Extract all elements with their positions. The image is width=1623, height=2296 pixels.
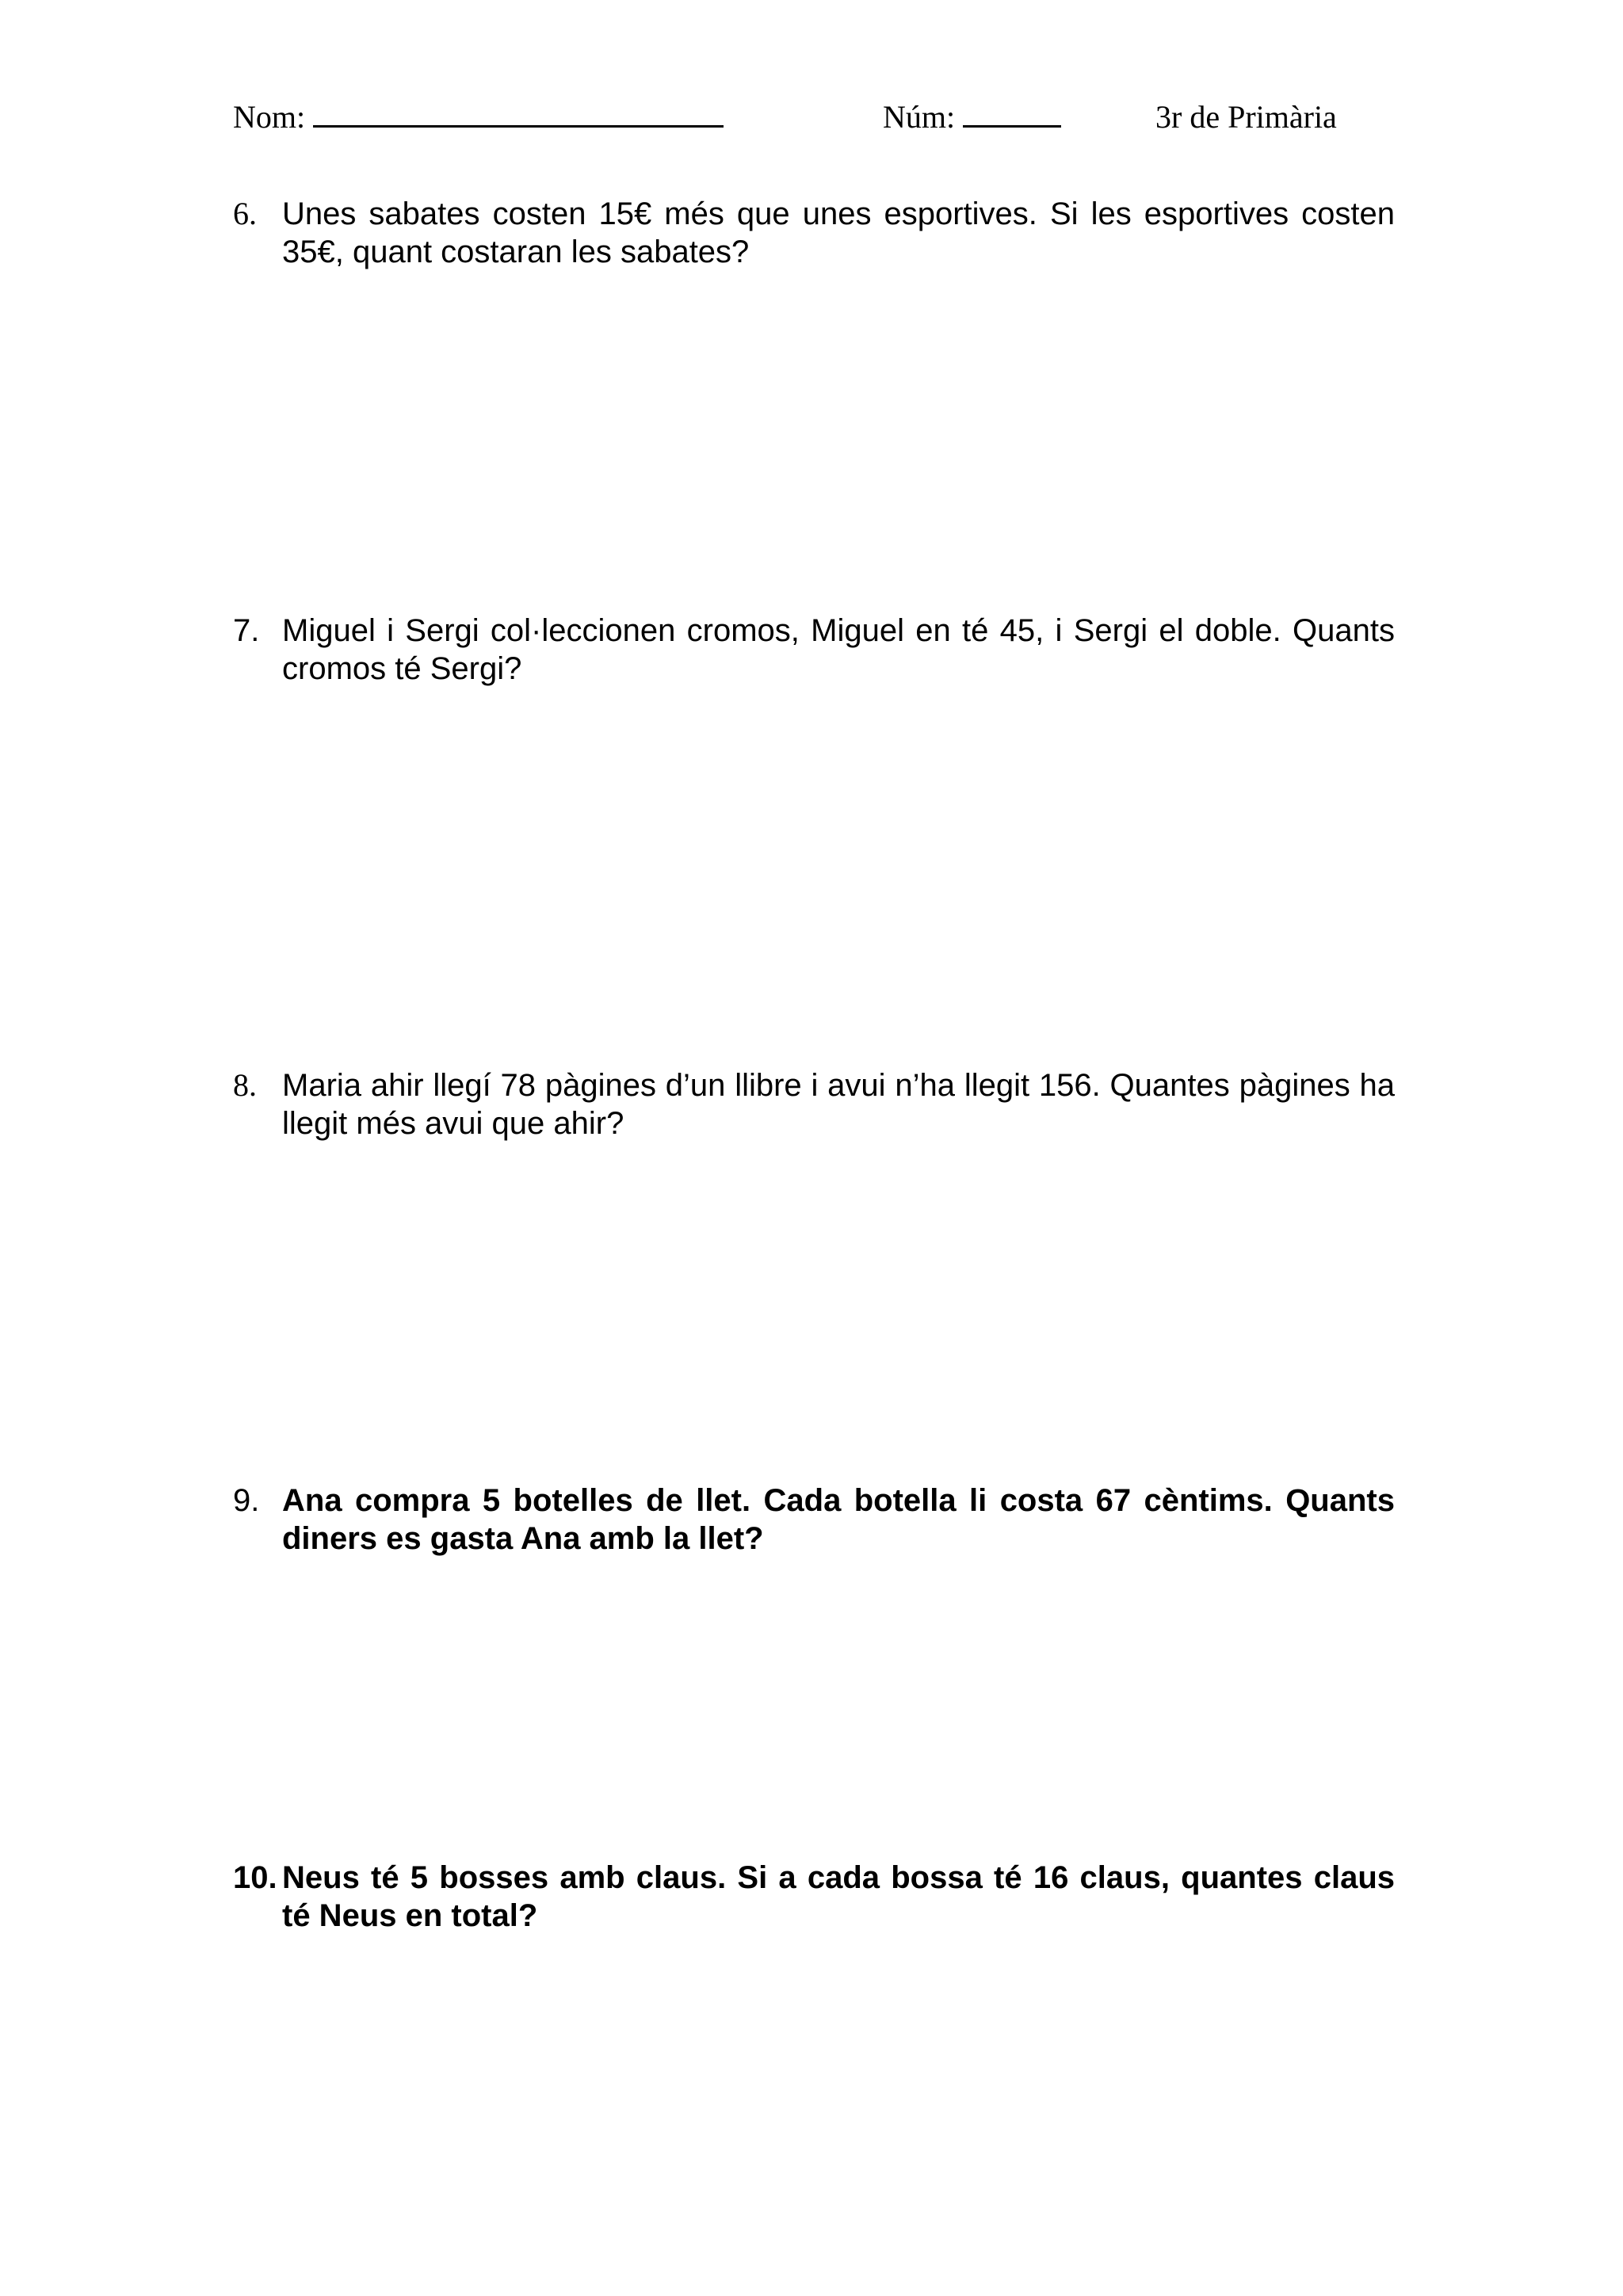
- question-number: 6.: [233, 196, 257, 231]
- question-text: Miguel i Sergi col·leccionen cromos, Miguel en té 45, i Sergi el doble. Quants cromos té Sergi?: [282, 613, 1395, 686]
- question-text: Unes sabates costen 15€ més que unes esportives. Si les esportives costen 35€, quant costaran les sabates?: [282, 196, 1395, 269]
- question-text: Ana compra 5 botelles de llet. Cada botella li costa 67 cèntims. Quants diners es gasta Ana amb la llet?: [282, 1483, 1395, 1556]
- number-label: Núm:: [883, 99, 956, 135]
- question-number: 8.: [233, 1067, 257, 1103]
- number-field-group: [883, 93, 1061, 141]
- question-text: Neus té 5 bosses amb claus. Si a cada bossa té 16 claus, quantes claus té Neus en total?: [282, 1860, 1395, 1933]
- question-text: Maria ahir llegí 78 pàgines d’un llibre i avui n’ha llegit 156. Quantes pàgines ha llegit més avui que ahir?: [282, 1068, 1395, 1141]
- question-number: 9.: [233, 1483, 260, 1518]
- name-blank-line: [313, 124, 724, 128]
- worksheet-header: [233, 93, 1390, 141]
- grade-label: 3r de Primària: [1155, 99, 1337, 135]
- question-number: 7.: [233, 613, 260, 648]
- question-number: 10.: [233, 1860, 277, 1895]
- name-label: Nom:: [233, 99, 306, 135]
- name-field-group: [233, 93, 724, 141]
- number-blank-line: [963, 124, 1061, 128]
